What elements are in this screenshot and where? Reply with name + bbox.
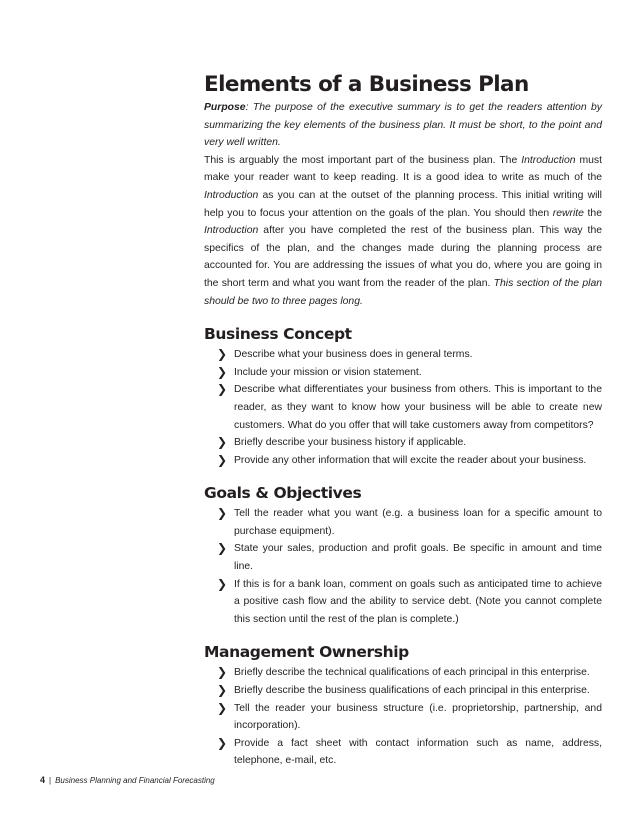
section-business-concept [204, 324, 602, 469]
purpose-text: The purpose of the executive summary is to get the readers attention by summarizing the key elements of the business plan. It must be short, to the point and very well written. [204, 102, 602, 149]
footer-separator: | [49, 776, 52, 785]
list-item: ❯ Tell the reader what you want (e.g. a business loan for a specific amount to purchase equipment). [217, 506, 602, 537]
page-title: Elements of a Business Plan [204, 72, 529, 97]
list-item: ❯ Provide any other information that will excite the reader about your business. [225, 452, 602, 470]
list-item: ❯ Describe what differentiates your business from others. This is important to the reader, as they want to know how your business will be able to create new customers. What do you offer that will take customers away from competitors? [217, 382, 602, 431]
section-heading: Goals & Objectives [204, 484, 362, 503]
chevron-right-icon: ❯ [217, 735, 228, 750]
list-item: ❯ Provide a fact sheet with contact information such as name, address, telephone, e-mail, etc. [217, 735, 602, 767]
chevron-right-icon: ❯ [217, 452, 228, 467]
purpose-paragraph: Purpose: The purpose of the executive summary is to get the readers attention by summarizing the key elements of the business plan. It must be short, to the point and very well written. [204, 102, 602, 149]
chevron-right-icon: ❯ [217, 435, 228, 450]
chevron-right-icon: ❯ [217, 382, 228, 397]
section-management-ownership [204, 642, 602, 770]
section-heading: Management Ownership [204, 643, 409, 662]
page-footer [40, 775, 215, 785]
list-item: ❯ Briefly describe the business qualifications of each principal in this enterprise. [225, 682, 602, 700]
chevron-right-icon: ❯ [217, 576, 228, 591]
chevron-right-icon: ❯ [217, 364, 228, 379]
intro-paragraph: This is arguably the most important part of the business plan. The Introduction must make your reader want to keep reading. It is a good idea to write as much of the Introduction as you can at the outset of the planning process. This initial writing will help you to focus your attention on the goals of the plan. You should then rewrite the Introduction after you have completed the rest of the business plan. This way the specifics of the plan, and the changes made during the planning process are accounted for. You are addressing the issues of what you do, where you are going in the short term and what you want from the reader of the plan. This section of the plan should be two to three pages long. [204, 154, 603, 307]
bullet-list [204, 664, 602, 770]
list-item: ❯ Tell the reader your business structure (i.e. proprietorship, partnership, and incorporation). [217, 700, 602, 732]
page-content [204, 72, 602, 770]
intro-length-note: This section of the plan should be two to three pages long. [204, 277, 602, 307]
bullet-list [204, 505, 602, 628]
chevron-right-icon: ❯ [217, 700, 228, 715]
purpose-label: Purpose [204, 102, 246, 113]
chevron-right-icon: ❯ [217, 541, 228, 556]
section-heading: Business Concept [204, 325, 352, 344]
section-goals-objectives [204, 483, 602, 628]
bullet-list [204, 346, 602, 469]
list-item: ❯ Briefly describe the technical qualifications of each principal in this enterprise. [225, 664, 602, 682]
chevron-right-icon: ❯ [217, 347, 228, 362]
chevron-right-icon: ❯ [217, 683, 228, 698]
list-item: ❯ If this is for a bank loan, comment on goals such as anticipated time to achieve a positive cash flow and the ability to service debt. (Note you cannot complete this section until the rest of the plan is complete.) [217, 576, 602, 625]
page-number: 4 [40, 775, 46, 785]
list-item: ❯ Describe what your business does in general terms. [225, 346, 602, 364]
chevron-right-icon: ❯ [217, 506, 228, 521]
list-item: ❯ Include your mission or vision statement. [225, 364, 602, 382]
list-item: ❯ State your sales, production and profit goals. Be specific in amount and time line. [217, 541, 602, 573]
footer-title: Business Planning and Financial Forecasting [55, 776, 215, 785]
list-item: ❯ Briefly describe your business history if applicable. [225, 434, 602, 452]
chevron-right-icon: ❯ [217, 665, 228, 680]
